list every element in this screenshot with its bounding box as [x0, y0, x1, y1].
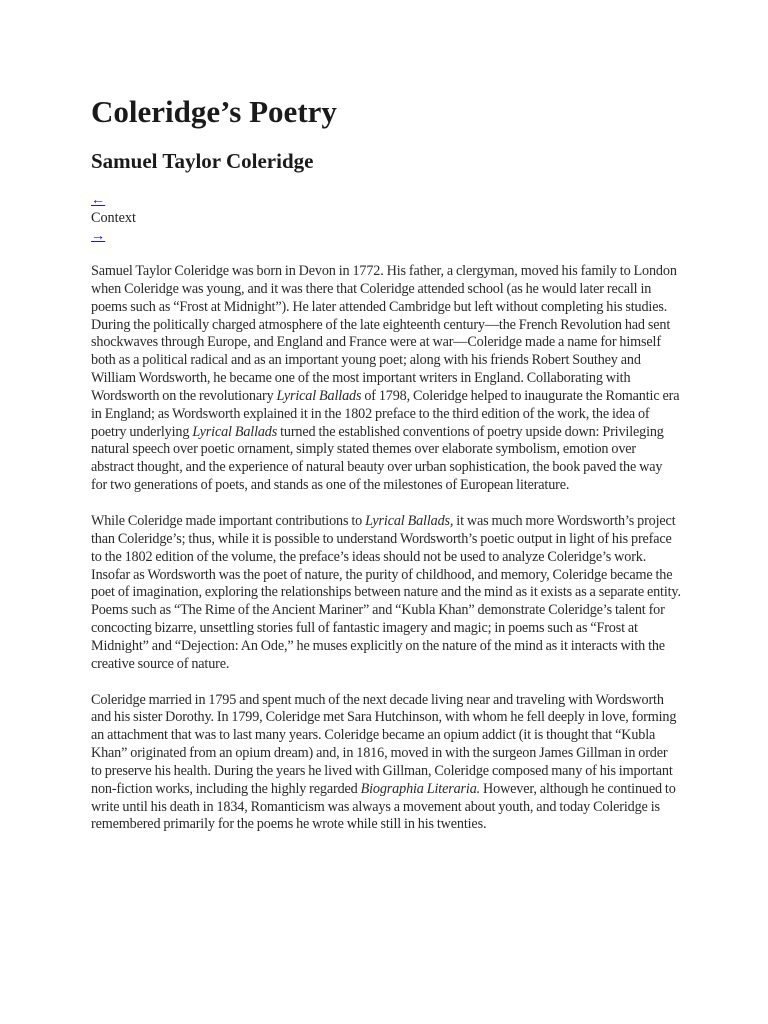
- text-run: Coleridge married in 1795 and spent much of the next decade living near and traveling with Wordsworth and his sister Dorothy. In 1799, Coleridge met Sara Hutchinson, with whom he fell deeply in love, forming an attachment that was to last many years. Coleridge became an opium addict (it is thought that “Kubla Khan” originated from an opium dream) and, in 1816, moved in with the surgeon James Gillman in order to preserve his health. During the years he lived with Gillman, Coleridge composed many of his important non-fiction works, including the highly regarded: [91, 691, 677, 797]
- text-run: turned the established conventions of poetry upside down: Privileging natural speech over poetic ornament, simply stated themes over elaborate symbolism, emotion over abstract thought, and the experience of natural beauty over urban sophistication, the book paved the way for two generations of poets, and stands as one of the milestones of European literature.: [91, 423, 664, 494]
- paragraph: [91, 513, 681, 674]
- text-run: it was much more Wordsworth’s project than Coleridge’s; thus, while it is possible to understand Wordsworth’s poetic output in light of his preface to the 1802 edition of the volume, the preface’s ideas should not be used to analyze Coleridge’s work. Insofar as Wordsworth was the poet of nature, the purity of childhood, and memory, Coleridge became the poet of imagination, exploring the relationships between nature and the mind as it exists as a separate entity. Poems such as “The Rime of the Ancient Mariner” and “Kubla Khan” demonstrate Coleridge’s talent for concocting bizarre, unsettling stories full of fantastic imagery and magic; in poems such as “Frost at Midnight” and “Dejection: An Ode,” he muses explicitly on the nature of the mind as it interacts with the creative source of nature.: [91, 512, 681, 672]
- page-title: Coleridge’s Poetry: [91, 94, 337, 129]
- article-body: [91, 263, 681, 852]
- text-run: However, although he continued to write until his death in 1834, Romanticism was always a movement about youth, and today Coleridge is remembered primarily for the poems he wrote while still in his twenties.: [91, 780, 676, 833]
- text-run: Samuel Taylor Coleridge was born in Devon in 1772. His father, a clergyman, moved his family to London when Coleridge was young, and it was there that Coleridge attended school (as he would later recall in poems such as “Frost at Midnight”). He later attended Cambridge but left without completing his studies. During the politically charged atmosphere of the late eighteenth century—the French Revolution had sent shockwaves through Europe, and England and France were at war—Coleridge made a name for himself both as a political radical and as an important young poet; along with his friends Robert Southey and William Wordsworth, he became one of the most important writers in England. Collaborating with Wordsworth on the revolutionary: [91, 263, 677, 404]
- next-section-link[interactable]: →: [91, 228, 106, 244]
- author-heading: Samuel Taylor Coleridge: [91, 149, 314, 173]
- book-title-italic: Lyrical Ballads: [276, 387, 362, 404]
- paragraph: [91, 263, 681, 495]
- book-title-italic: Lyrical Ballads: [192, 423, 278, 440]
- text-run: While Coleridge made important contributions to: [91, 512, 366, 529]
- book-title-italic: Biographia Literaria.: [360, 780, 481, 797]
- text-run: of 1798, Coleridge helped to inaugurate the Romantic era in England; as Wordsworth explained it in the 1802 preface to the third edition of the work, the idea of poetry underlying: [91, 387, 680, 440]
- book-title-italic: Lyrical Ballads,: [365, 512, 454, 529]
- current-section-label: Context: [91, 210, 136, 226]
- previous-section-link[interactable]: ←: [91, 192, 106, 208]
- paragraph: [91, 692, 681, 835]
- section-nav: [91, 191, 136, 245]
